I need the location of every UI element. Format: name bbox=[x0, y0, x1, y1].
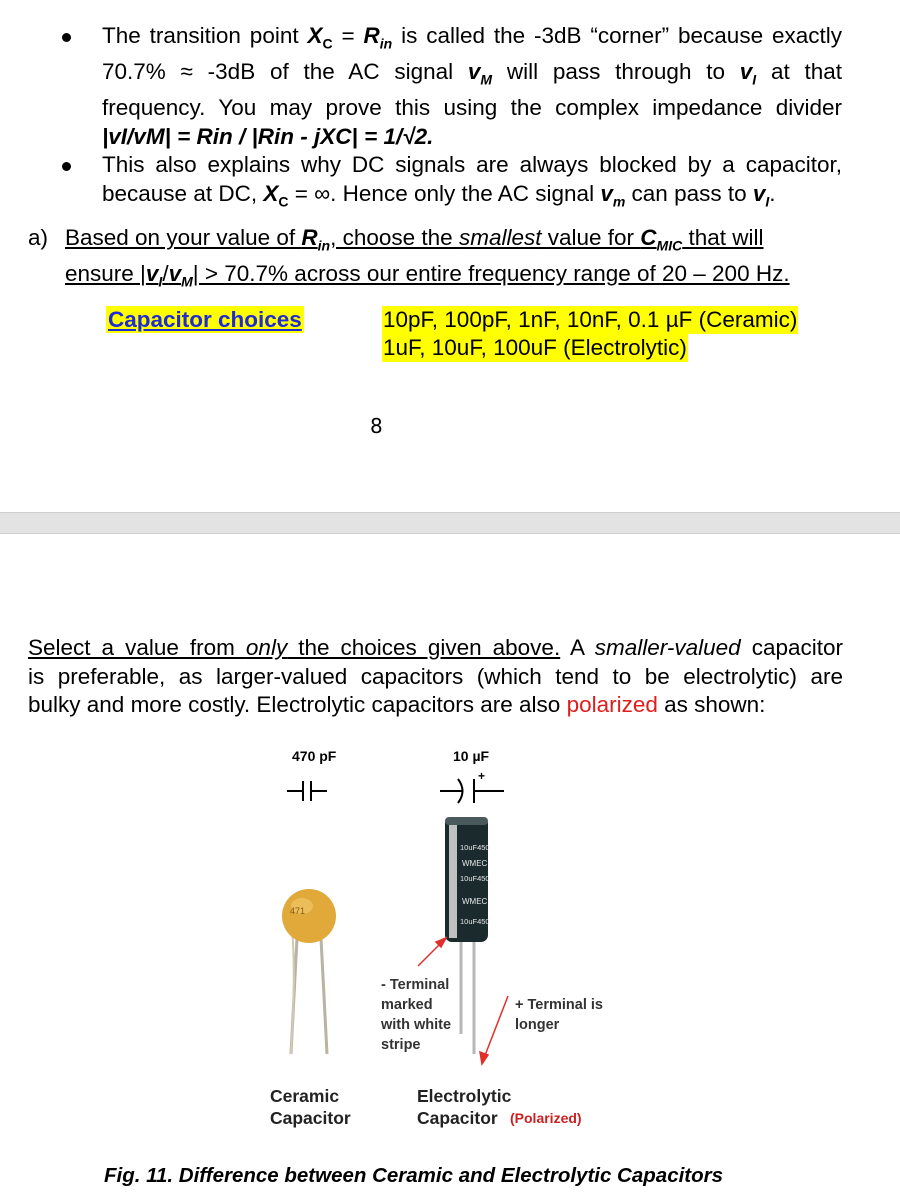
electrolytic-capacitor-symbol bbox=[440, 779, 504, 803]
bullet-line: 70.7% ≈ -3dB of the AC signal $v_M$ will pass through to $v_I$ at that bbox=[102, 59, 842, 88]
svg-text:Capacitor: Capacitor bbox=[270, 1108, 351, 1128]
ceramic-capacitor-photo bbox=[282, 889, 336, 1054]
capacitor-choices-values bbox=[382, 306, 798, 362]
page-separator bbox=[0, 512, 900, 534]
ceramic-symbol-label: 470 pF bbox=[292, 748, 337, 764]
question-a bbox=[28, 224, 848, 295]
capacitor-choices-link[interactable]: Capacitor choices bbox=[108, 307, 302, 332]
ceramic-marking: 471 bbox=[290, 906, 306, 916]
bullet-line: frequency. You may prove this using the complex impedance divider bbox=[102, 95, 842, 120]
svg-text:Capacitor: Capacitor bbox=[417, 1108, 498, 1128]
svg-text:longer: longer bbox=[515, 1017, 560, 1033]
capacitor-illustration bbox=[0, 734, 900, 1192]
electrolytic-choices: 1uF, 10uF, 100uF (Electrolytic) bbox=[383, 335, 687, 360]
bullet-item-corner bbox=[62, 22, 842, 151]
selection-paragraph: Select a value from only the choices given above. A smaller-valued capacitor is preferable, as larger-valued capacitors (which tend to be electrolytic) are bulky and more costly. Electrolytic capacitors are also polarized as shown: bbox=[28, 635, 844, 717]
page-number: 8 bbox=[370, 414, 383, 438]
bullet-line: The transition point $X_C = R_{in}$ is called the -3dB “corner” because exactly bbox=[102, 23, 842, 52]
bullet-line: because at DC, $X_C$ = ∞. Hence only the AC signal $v_m$ can pass to $v_I$. bbox=[102, 180, 776, 209]
ceramic-choices: 10pF, 100pF, 1nF, 10nF, 0.1 µF (Ceramic) bbox=[383, 307, 798, 332]
svg-text:WMEC: WMEC bbox=[462, 897, 488, 906]
electrolytic-name bbox=[417, 1086, 512, 1128]
bullet-line: This also explains why DC signals are always blocked by a capacitor, bbox=[102, 152, 842, 177]
bullet-list bbox=[62, 22, 842, 216]
positive-terminal-note bbox=[515, 997, 603, 1033]
ceramic-capacitor-symbol bbox=[287, 781, 327, 801]
svg-text:Ceramic: Ceramic bbox=[270, 1086, 340, 1106]
electrolytic-symbol-label: 10 µF bbox=[453, 748, 490, 764]
figure-caption: Fig. 11. Difference between Ceramic and Electrolytic Capacitors bbox=[104, 1164, 724, 1187]
question-label: a) bbox=[28, 225, 49, 250]
polarized-word: polarized bbox=[566, 692, 658, 717]
negative-terminal-note bbox=[380, 977, 451, 1053]
bullet-formula: |vI/vM| = Rin / |Rin - jXC| = 1/√2. bbox=[102, 123, 434, 149]
svg-text:10uF450: 10uF450 bbox=[460, 917, 490, 926]
polarized-note: (Polarized) bbox=[510, 1110, 582, 1126]
svg-text:- Terminal: - Terminal bbox=[381, 977, 450, 993]
svg-text:10uF450: 10uF450 bbox=[460, 874, 490, 883]
svg-text:WMEC: WMEC bbox=[462, 859, 488, 868]
svg-text:10uF450: 10uF450 bbox=[460, 843, 490, 852]
svg-text:marked: marked bbox=[381, 997, 433, 1013]
svg-text:stripe: stripe bbox=[381, 1037, 421, 1053]
svg-text:Electrolytic: Electrolytic bbox=[417, 1086, 512, 1106]
page-bottom bbox=[0, 534, 900, 1192]
page-top bbox=[0, 0, 900, 512]
question-text: Based on your value of $R_{in}$, choose the smallest value for $C_{MIC}$ that will ensure $|v_I/v_M| > 70.7\%$ across our entire frequency range of 20 – 200 Hz. bbox=[65, 225, 790, 289]
plus-sign: + bbox=[478, 769, 486, 783]
ceramic-name bbox=[270, 1086, 351, 1128]
svg-text:with white: with white bbox=[381, 1017, 452, 1033]
bullet-item-dc bbox=[62, 151, 842, 216]
svg-text:+ Terminal is: + Terminal is bbox=[515, 997, 603, 1013]
capacitor-figure bbox=[0, 734, 900, 1192]
bullet-dot bbox=[62, 33, 71, 42]
bullet-dot bbox=[62, 162, 71, 171]
electrolytic-capacitor-photo bbox=[445, 817, 490, 1054]
